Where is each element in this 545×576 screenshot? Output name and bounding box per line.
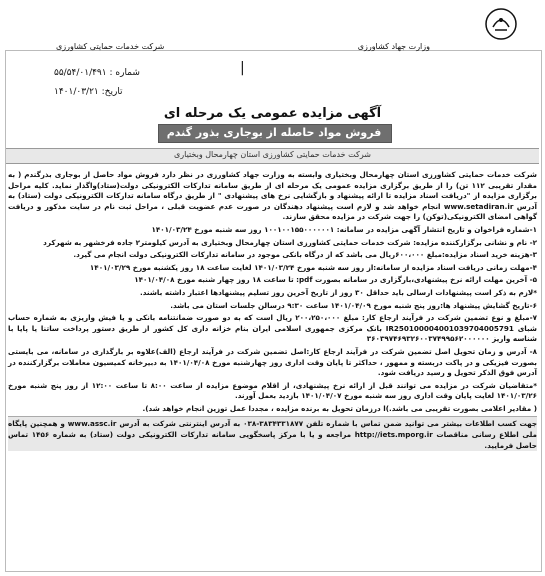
assc-url[interactable]: www.assc.ir	[67, 419, 117, 429]
item-note-validity: *لازم به ذکر است پیشنهادات ارسالی باید حداقل ۳۰ روز از تاریخ آخرین روز تسلیم پیشنهادها اعتبار داشته باشند.	[140, 287, 537, 297]
item-5: ۵- آخرین مهلت ارائه نرخ پیشنهادی،بارگزاری در سامانه بصورت pdf: تا ساعت ۱۸ روز چهار شنبه مورخ ۱۴۰۱/۰۴/۰۸	[134, 275, 537, 285]
footer-end-text: مراجعه و یا با مرکز پاسخگویی سامانه تدارکات الکترونیکی دولت (ستاد) به شماره ۱۴۵۶ تماس حاصل فرمایید.	[8, 430, 537, 450]
jahad-seal-icon	[484, 7, 518, 41]
number-value: ۵۵/۵۴/۰۱/۴۹۱	[54, 68, 107, 78]
ministry-name: وزارت جهاد کشاورزی	[357, 42, 430, 51]
letter-date	[54, 87, 123, 97]
sheba-number: IR250100004001039704005791	[385, 323, 514, 333]
item-3: ۳-هزینه خرید اسناد مزایده:مبلغ ۶۰۰،۰۰۰ریال می باشد که از درگاه بانکی موجود در سامانه تدارکات الکترونیکی دولت انجام می گیرد.	[73, 250, 537, 260]
company-name: شرکت خدمات حمایتی کشاورزی	[56, 42, 165, 51]
notice-title: آگهی مزایده عمومی یک مرحله ای	[163, 106, 382, 121]
notice-body	[8, 170, 537, 453]
date-label: تاریخ:	[101, 87, 123, 97]
iets-url[interactable]: http://iets.mporg.ir	[354, 430, 433, 440]
item-1: ۱-شماره فراخوان و تاریخ انتشار آگهی مزایده در سامانه: ۱۰۰۱۰۰۱۵۵۰۰۰۰۰۰۱ روز سه شنبه مورخ ۱۴۰۱/۰۳/۲۴	[151, 224, 537, 234]
item-7-tail: بانک مرکزی جمهوری اسلامی ایران بنام خزانه داری کل کشور از طریق دستور پرداخت ساتنا یا پایا با شناسه واریز ۳۶۰۳۹۷۴۶۹۳۲۶۰۰۳۷۴۹۹۵۶۲۰۰۰۰۰۰	[8, 323, 537, 344]
notice-subtitle: فروش مواد حاصله از بوجاری بذور گندم	[166, 126, 382, 139]
item-6: ۶-تاریخ گشایش پیشنهاد ها:روز پنج شنبه مورخ ۱۴۰۱/۰۴/۰۹ ساعت ۹:۳۰ درسالن جلسات استان می باشد.	[170, 300, 537, 310]
setad-url: www.setadiran.ir	[443, 201, 514, 211]
intro-paragraph	[8, 170, 537, 223]
footer-mid-text: و همچنین پایگاه ملی اطلاع رسانی مناقصات	[8, 419, 537, 440]
item-8: ۸- آدرس و زمان تحویل اصل تضمین شرکت در فرآیند ارجاع کار:اصل تضمین شرکت در فرآیند ارجاع (الف)علاوه بر بارگذاری در سامانه، می بایستی بصورت فیزیکی و در پاکت دربسته و ممهور ، حداکثر تا پایان وقت اداری روز چهارشنبه مورخ ۱۴۰۱/۰۴/۰۸ به دبیرخانه کمیسیون معاملات برگزارکننده در آدرس فوق الذکر تحویل و رسید دریافت شود.	[8, 346, 537, 378]
intro-end-text: انجام خواهد شد و لازم است پیشنهاد دهندگان در صورت عدم عضویت قبلی ، مراحل ثبت نام در سایت مذکور و دریافت گواهی امضای الکترونیکی(توکن) را جهت شرکت در مزایده محقق سازند.	[8, 201, 537, 222]
item-2: ۲- نام و نشانی برگزارکننده مزایده: شرکت خدمات حمایتی کشاورزی استان چهارمحال وبختیاری به آدرس کیلومتر۲ جاده فرخشهر به شهرکرد	[43, 237, 537, 247]
item-4: ۴-مهلت زمانی دریافت اسناد مزایده از سامانه:از روز سه شنبه مورخ ۱۴۰۱/۰۳/۲۴ لغایت ساعت ۱۸ روز یکشنبه مورخ ۱۴۰۱/۰۳/۲۹	[89, 262, 537, 272]
contact-footer	[8, 416, 537, 451]
item-note-quantity: ( مقادیر اعلامی بصورت تقریبی می باشد.)ا درزمان تحویل به برنده مزایده ، مجددا عمل توزین انجام خواهد شد).	[142, 403, 537, 413]
number-label: شماره :	[109, 68, 140, 78]
intro-text: شرکت خدمات حمایتی کشاورزی استان چهارمحال وبختیاری وابسته به وزارت جهاد کشاورزی در نظر دارد فروش مواد حاصل از بوجاری بذرگندم ( به مقدار تقریبی ۱۱۲ تن) را از طریق برگزاری مزایده عمومی یک مرحله ای از طریق سامانه تدارکات الکترونیکی دولت(ستاد)واگذار نماید. کلیه مراحل برگزاری مزایده از "دریافت اسناد مزایده تا ارائه پیشنهاد و بازگشایی نرخ های پیشنهادی " از طریق درگاه سامانه تدارکات الکترونیکی دولت (ستاد) به آدرس	[8, 170, 537, 211]
item-7	[8, 313, 537, 345]
header-mark: |	[240, 60, 245, 76]
item-7-text: ۷-مبلغ و نوع تضمین شرکت در فرآیند ارجاع کار: مبلغ ۲۰۰،۲۵۰،۰۰۰ ریال است که به دو صورت ضمانتنامه بانکی و یا فیش واریزی به شماره حساب شبای	[8, 313, 538, 333]
date-value: ۱۴۰۱/۰۳/۲۱	[54, 87, 99, 97]
jahad-logo	[470, 4, 532, 44]
letter-number	[54, 68, 140, 78]
footer-text: جهت کسب اطلاعات بیشتر می توانید ضمن تماس با شماره تلفن ۳۸۳۴۳۳۱۸۷۷-۰۳۸ به آدرس اینترنتی شرکت به آدرس	[119, 419, 538, 429]
item-note-visit: *متقاضیان شرکت در مزایده می توانند قبل از ارائه نرخ پیشنهادی، از اقلام موضوع مزایده از ساعت ۸:۰۰ تا ساعت ۱۲:۰۰ از روز پنج شنبه مورخ ۱۴۰۱/۰۳/۲۶ لغایت پایان وقت اداری روز سه شنبه مورخ ۱۴۰۱/۰۴/۰۷ بازدید بعمل آورند.	[8, 380, 537, 401]
organizer-band-text: شرکت خدمات حمایتی کشاورزی استان چهارمحال وبختیاری	[174, 150, 371, 159]
